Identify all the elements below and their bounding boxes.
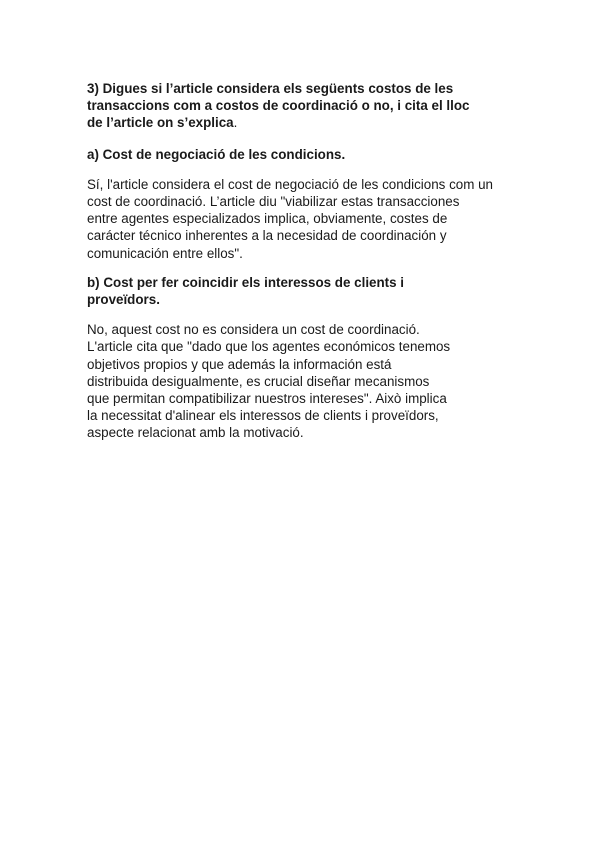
answer-line: No, aquest cost no es considera un cost de coordinació. xyxy=(87,322,420,338)
answer-line: distribuida desigualmente, es crucial diseñar mecanismos xyxy=(87,373,430,389)
section-b-heading xyxy=(87,274,527,308)
answer-line: comunicación entre ellos". xyxy=(87,245,243,261)
question-line: transaccions com a costos de coordinació o no, i cita el lloc xyxy=(87,98,470,114)
answer-line: objetivos propios y que además la información está xyxy=(87,356,392,372)
answer-line: L'article cita que "dado que los agentes económicos tenemos xyxy=(87,339,451,355)
answer-line: la necessitat d'alinear els interessos de clients i proveïdors, xyxy=(87,408,439,424)
section-b-heading-line: proveïdors. xyxy=(87,292,160,308)
document-body xyxy=(87,80,527,442)
section-b-answer xyxy=(87,321,527,441)
question-line xyxy=(87,114,527,131)
section-b-heading-line: b) Cost per fer coincidir els interessos de clients i xyxy=(87,274,405,290)
answer-line: aspecte relacionat amb la motivació. xyxy=(87,425,304,441)
section-a-heading-text: a) Cost de negociació de les condicions. xyxy=(87,146,346,162)
answer-line: cost de coordinació. L’article diu "viabilizar estas transacciones xyxy=(87,194,460,210)
section-a-heading xyxy=(87,146,527,163)
question-line: 3) Digues si l’article considera els següents costos de les xyxy=(87,81,454,96)
question-period: . xyxy=(233,115,238,131)
question-title xyxy=(87,80,527,132)
answer-line: carácter técnico inherentes a la necesidad de coordinación y xyxy=(87,228,447,244)
answer-line: que permitan compatibilizar nuestros intereses". Això implica xyxy=(87,391,447,407)
section-a-answer xyxy=(87,176,527,262)
question-line-text: de l’article on s’explica xyxy=(87,115,234,131)
answer-line: Sí, l'article considera el cost de negociació de les condicions com un xyxy=(87,176,493,192)
answer-line: entre agentes especializados implica, obviamente, costes de xyxy=(87,211,448,227)
